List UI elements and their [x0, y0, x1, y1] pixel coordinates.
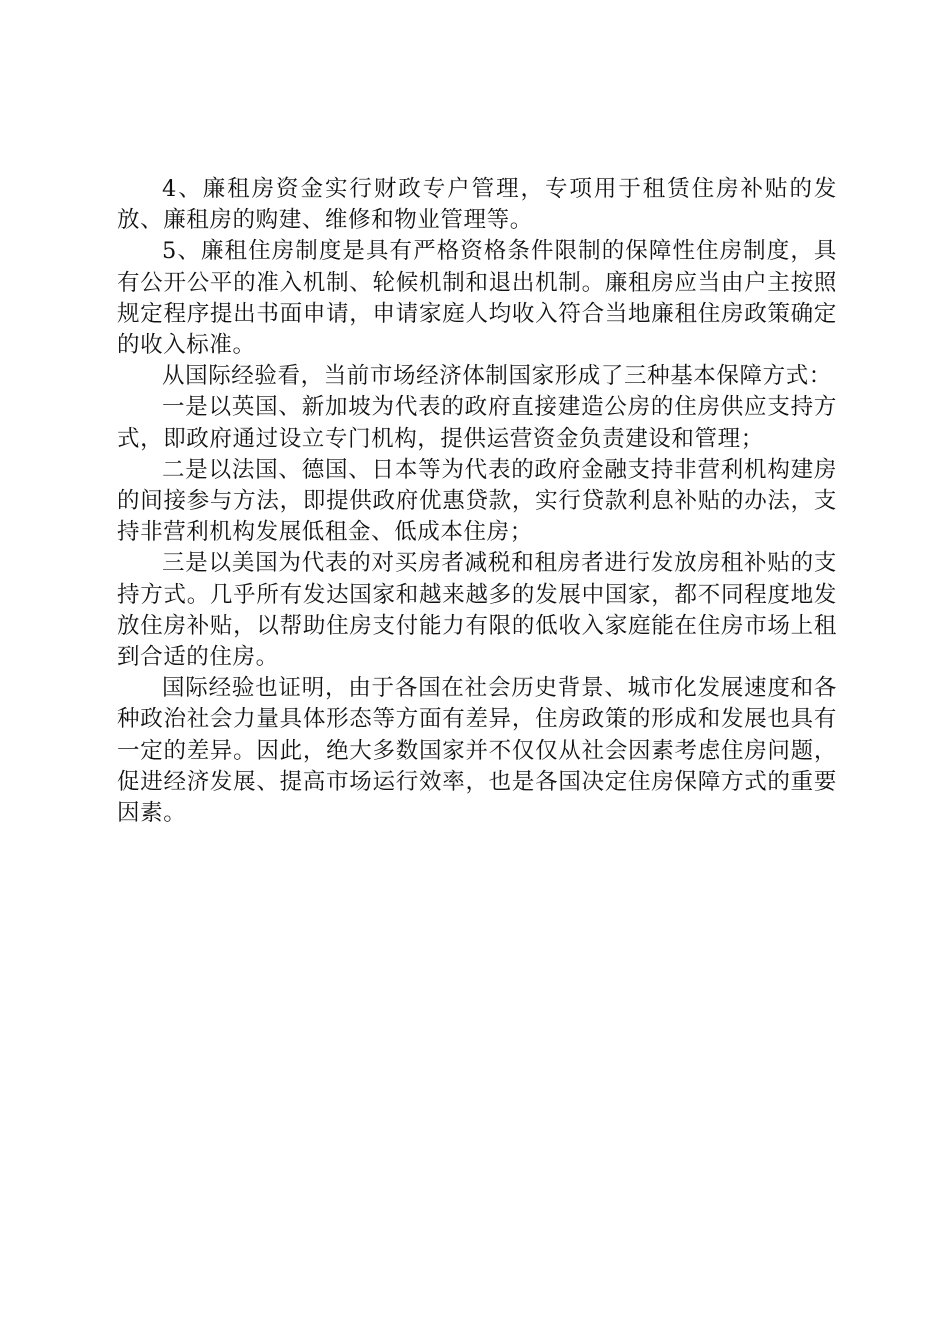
paragraph-rent-fund-management: 4、廉租房资金实行财政专户管理，专项用于租赁住房补贴的发放、廉租房的购建、维修和物业管理等。	[117, 176, 837, 234]
paragraph-international-experience-intro: 从国际经验看，当前市场经济体制国家形成了三种基本保障方式：	[162, 363, 832, 390]
paragraph-method-two: 二是以法国、德国、日本等为代表的政府金融支持非营利机构建房的间接参与方法，即提供政府优惠贷款，实行贷款利息补贴的办法，支持非营利机构发展低租金、低成本住房；	[117, 456, 837, 546]
paragraph-method-three: 三是以美国为代表的对买房者减税和租房者进行发放房租补贴的支持方式。几乎所有发达国家和越来越多的发展中国家，都不同程度地发放住房补贴，以帮助住房支付能力有限的低收入家庭能在住房市场上租到合适的住房。	[117, 550, 837, 671]
paragraph-low-rent-housing-system: 5、廉租住房制度是具有严格资格条件限制的保障性住房制度，具有公开公平的准入机制、轮候机制和退出机制。廉租房应当由户主按照规定程序提出书面申请，申请家庭人均收入符合当地廉租住房政策确定的收入标准。	[117, 238, 837, 359]
paragraph-international-experience-conclusion: 国际经验也证明，由于各国在社会历史背景、城市化发展速度和各种政治社会力量具体形态等方面有差异，住房政策的形成和发展也具有一定的差异。因此，绝大多数国家并不仅仅从社会因素考虑住房问题，促进经济发展、提高市场运行效率，也是各国决定住房保障方式的重要因素。	[117, 675, 837, 827]
paragraph-method-one: 一是以英国、新加坡为代表的政府直接建造公房的住房供应支持方式，即政府通过设立专门机构，提供运营资金负责建设和管理；	[117, 394, 837, 452]
document-body	[117, 174, 837, 829]
